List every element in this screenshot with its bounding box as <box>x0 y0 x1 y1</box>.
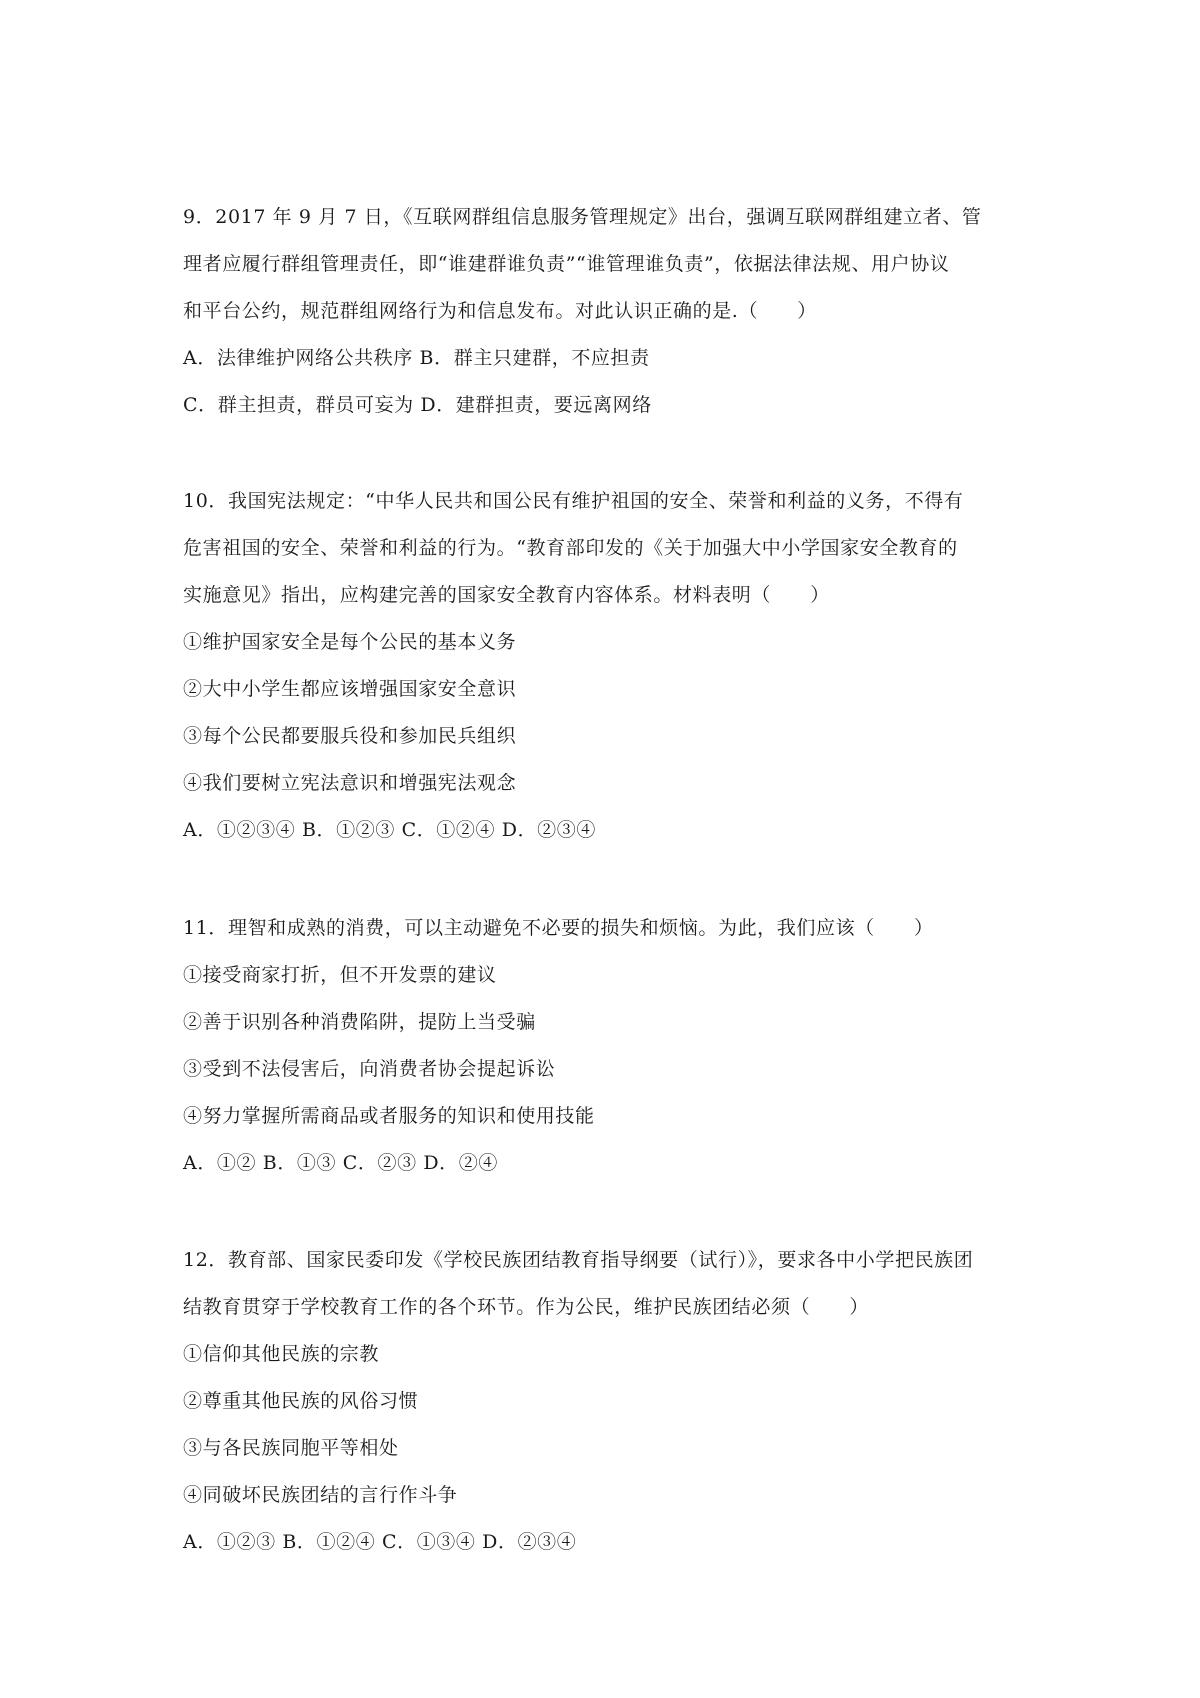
statement-item: ③受到不法侵害后，向消费者协会提起诉讼 <box>183 1058 556 1080</box>
question-stem-line: 理者应履行群组管理责任，即“谁建群谁负责”“谁管理谁负责”，依据法律法规、用户协议 <box>183 253 950 275</box>
answer-options-line: A．法律维护网络公共秩序 B．群主只建群，不应担责 <box>183 347 650 369</box>
statement-item: ③每个公民都要服兵役和参加民兵组织 <box>183 725 517 747</box>
statement-item: ②善于识别各种消费陷阱，提防上当受骗 <box>183 1011 536 1033</box>
statement-item: ①维护国家安全是每个公民的基本义务 <box>183 631 517 653</box>
answer-options-line: A．①②③ B．①②④ C．①③④ D．②③④ <box>183 1531 577 1553</box>
answer-options-line: C．群主担责，群员可妄为 D．建群担责，要远离网络 <box>183 394 652 416</box>
question-stem-line: 实施意见》指出，应构建完善的国家安全教育内容体系。材料表明（ ） <box>183 584 830 606</box>
statement-item: ③与各民族同胞平等相处 <box>183 1437 399 1459</box>
question-stem-line: 9．2017 年 9 月 7 日，《互联网群组信息服务管理规定》出台，强调互联网群组建立者、管 <box>183 206 982 228</box>
question-stem-line: 11．理智和成熟的消费，可以主动避免不必要的损失和烦恼。为此，我们应该（ ） <box>183 917 934 939</box>
question-stem-line: 和平台公约，规范群组网络行为和信息发布。对此认识正确的是.（ ） <box>183 300 817 322</box>
statement-item: ①接受商家打折，但不开发票的建议 <box>183 964 497 986</box>
statement-item: ①信仰其他民族的宗教 <box>183 1343 380 1365</box>
statement-item: ④同破坏民族团结的言行作斗争 <box>183 1484 458 1506</box>
question-stem-line: 结教育贯穿于学校教育工作的各个环节。作为公民，维护民族团结必须（ ） <box>183 1296 870 1318</box>
question-stem-line: 12．教育部、国家民委印发《学校民族团结教育指导纲要（试行）》，要求各中小学把民族团 <box>183 1249 974 1271</box>
statement-item: ④我们要树立宪法意识和增强宪法观念 <box>183 772 517 794</box>
answer-options-line: A．①②③④ B．①②③ C．①②④ D．②③④ <box>183 819 596 841</box>
statement-item: ④努力掌握所需商品或者服务的知识和使用技能 <box>183 1105 595 1127</box>
answer-options-line: A．①② B．①③ C．②③ D．②④ <box>183 1152 498 1174</box>
question-10 <box>183 478 1043 854</box>
statement-item: ②大中小学生都应该增强国家安全意识 <box>183 678 517 700</box>
question-11 <box>183 905 1043 1187</box>
statement-item: ②尊重其他民族的风俗习惯 <box>183 1390 419 1412</box>
question-stem-line: 10．我国宪法规定：“中华人民共和国公民有维护祖国的安全、荣誉和利益的义务，不得有 <box>183 490 964 512</box>
question-12 <box>183 1237 1043 1566</box>
question-9 <box>183 194 1043 429</box>
question-stem-line: 危害祖国的安全、荣誉和利益的行为。“教育部印发的《关于加强大中小学国家安全教育的 <box>183 537 958 559</box>
